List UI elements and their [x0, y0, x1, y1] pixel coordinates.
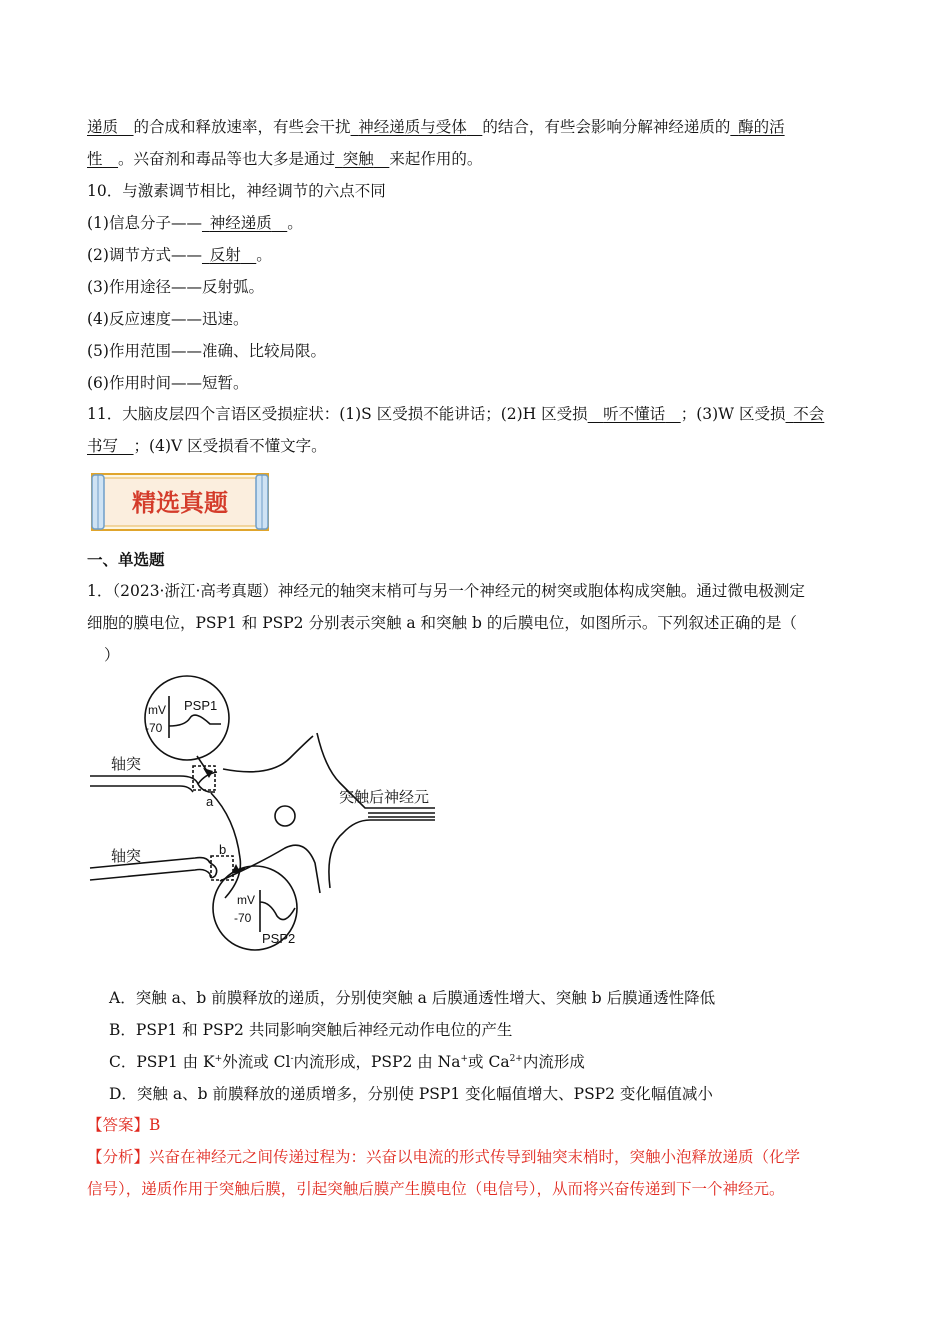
analysis-line-2: 信号），递质作用于突触后膜，引起突触后膜产生膜电位（电信号），从而将兴奋传递到下一个神经元。: [87, 1180, 785, 1198]
neuron-synapse-figure: [85, 668, 455, 968]
q10-item-5: (5)作用范围——准确、比较局限。: [87, 342, 326, 360]
q10-item-2: (2)调节方式—— 反射 。: [87, 246, 272, 264]
axon-label-2: 轴突: [111, 848, 142, 865]
mv-label-1: mV: [148, 703, 166, 717]
blank-answer: 神经递质: [209, 214, 272, 232]
synapse-b-label: b: [219, 842, 227, 857]
axon-label-1: 轴突: [111, 756, 142, 773]
option-c: C．PSP1 由 K+外流或 Cl-内流形成，PSP2 由 Na+或 $Ca^{2+}$内流形成: [109, 1053, 585, 1071]
text-segment: 的结合，有些会影响分解神经递质的: [482, 118, 731, 136]
paragraph-line-1: [87, 116, 785, 138]
postsynaptic-neuron-label: 突触后神经元: [339, 789, 430, 806]
q10-item-3: (3)作用途径——反射弧。: [87, 278, 264, 296]
q10-heading: 10．与激素调节相比，神经调节的六点不同: [87, 182, 386, 200]
synapse-a-label: a: [206, 794, 214, 809]
q10-item-1: (1)信息分子—— 神经递质 。: [87, 214, 303, 232]
text-segment: 。兴奋剂和毒品等也大多是通过: [118, 150, 336, 168]
option-a: A．突触 a、b 前膜释放的递质，分别使突触 a 后膜通透性增大、突触 b 后膜通透性降低: [109, 989, 716, 1007]
blank-answer: 突触: [342, 150, 374, 168]
option-b: B．PSP1 和 PSP2 共同影响突触后神经元动作电位的产生: [109, 1021, 513, 1039]
blank-answer: 递质: [87, 118, 119, 136]
q10-item-4: (4)反应速度——迅速。: [87, 310, 249, 328]
option-d: D．突触 a、b 前膜释放的递质增多，分别使 PSP1 变化幅值增大、PSP2 变化幅值减小: [109, 1085, 713, 1103]
blank-answer: 书写: [87, 437, 119, 455]
resting-label-1: -70: [145, 721, 163, 735]
resting-label-2: -70: [234, 911, 252, 925]
question-1-line-1: 1．（2023·浙江·高考真题）神经元的轴突末梢可与另一个神经元的树突或胞体构成突触。通过微电极测定: [87, 582, 805, 600]
section-title: 一、单选题: [87, 550, 165, 569]
question-1-line-3: ）: [104, 646, 120, 664]
q11-line-1: 11．大脑皮层四个言语区受损症状：(1)S 区受损不能讲话；(2)H 区受损 听不懂话 ；(3)W 区受损 不会: [87, 405, 825, 423]
blank-answer: 不会: [793, 405, 825, 423]
question-1-line-2: 细胞的膜电位，PSP1 和 PSP2 分别表示突触 a 和突触 b 的后膜电位，如图所示。下列叙述正确的是（: [87, 614, 797, 632]
analysis-line-1: 【分析】兴奋在神经元之间传递过程为：兴奋以电流的形式传导到轴突末梢时，突触小泡释放递质（化学: [87, 1148, 801, 1166]
text-segment: 的合成和释放速率，有些会干扰: [133, 118, 351, 136]
blank-answer: 神经递质与受体: [358, 118, 467, 136]
banner-scroll-graphic: [90, 472, 270, 532]
blank-answer: 反射: [209, 246, 241, 264]
banner-title: 精选真题: [132, 490, 228, 517]
psp1-label: PSP1: [184, 698, 218, 713]
blank-answer: 听不懂话: [603, 405, 666, 423]
section-banner: [90, 472, 270, 532]
answer-line: 【答案】B: [87, 1116, 161, 1134]
psp2-label: PSP2: [262, 931, 296, 946]
text-segment: 来起作用的。: [389, 150, 483, 168]
blank-answer: 性: [87, 150, 103, 168]
q11-line-2: 书写 ；(4)V 区受损看不懂文字。: [87, 437, 327, 455]
q10-item-6: (6)作用时间——短暂。: [87, 374, 249, 392]
mv-label-2: mV: [237, 893, 255, 907]
blank-answer: 酶的活: [738, 118, 785, 136]
paragraph-line-2: [87, 148, 482, 170]
